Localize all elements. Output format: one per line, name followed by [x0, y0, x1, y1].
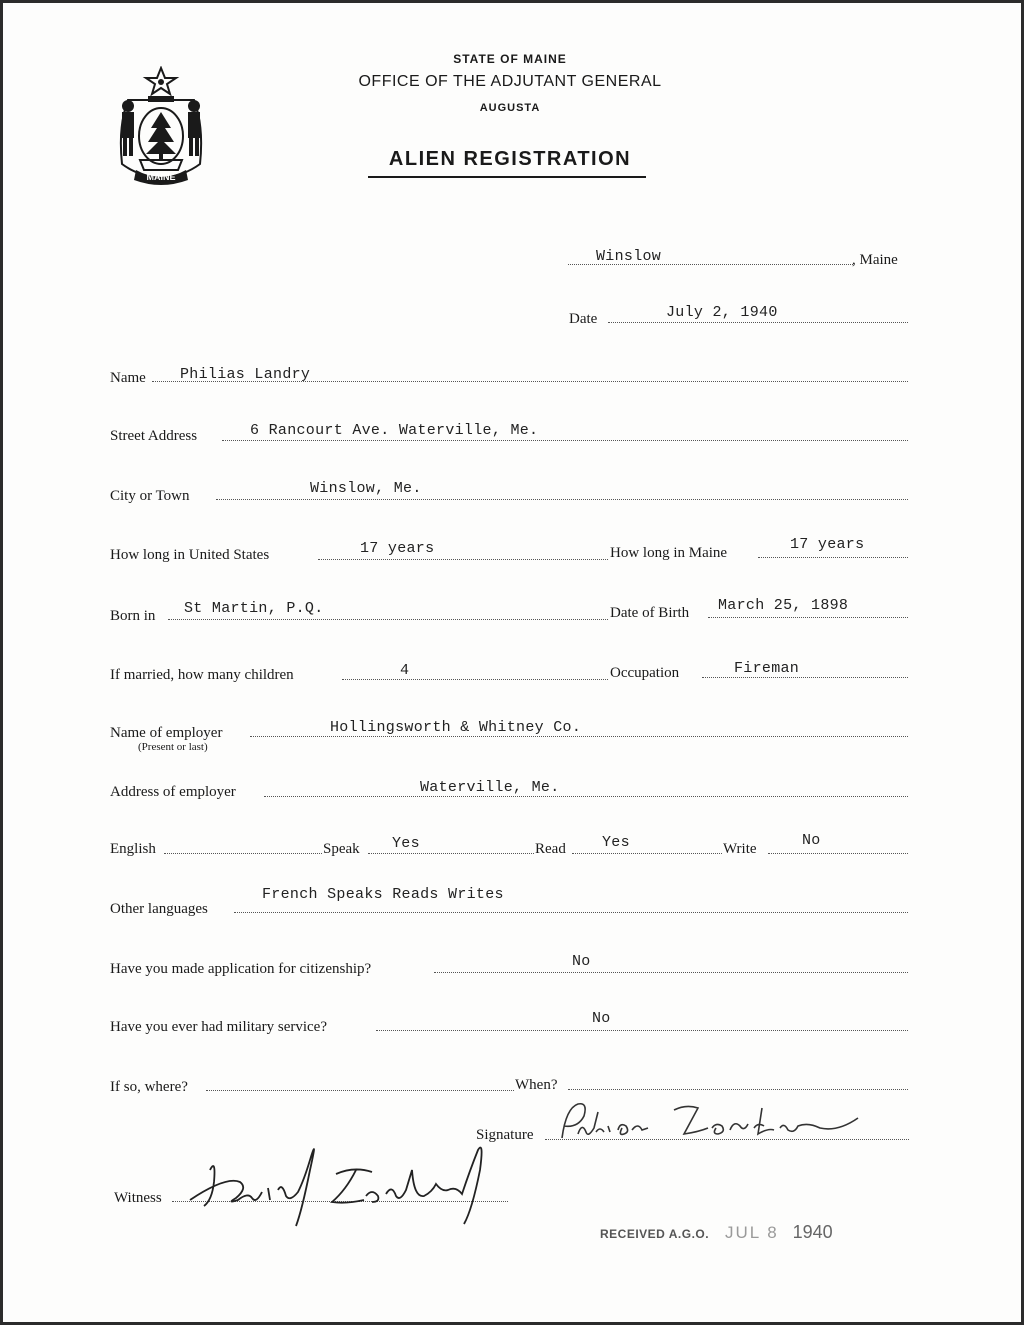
header-office: OFFICE OF THE ADJUTANT GENERAL	[358, 73, 662, 90]
date-dotted-line	[608, 322, 908, 323]
english-dotted-line	[164, 853, 322, 854]
street-value: 6 Rancourt Ave. Waterville, Me.	[250, 422, 539, 439]
children-dotted-line	[342, 679, 608, 680]
maine-duration-label: How long in Maine	[610, 545, 728, 561]
military-value: No	[592, 1010, 611, 1027]
employer-address-value: Waterville, Me.	[420, 779, 560, 796]
witness-label: Witness	[114, 1190, 162, 1206]
signature-label: Signature	[476, 1127, 534, 1143]
other-languages-dotted-line	[234, 912, 908, 913]
speak-label: Speak	[323, 841, 360, 857]
citizenship-dotted-line	[434, 972, 908, 973]
occupation-value: Fireman	[734, 660, 800, 677]
military-label: Have you ever had military service?	[110, 1019, 327, 1035]
dob-label: Date of Birth	[610, 605, 690, 621]
other-languages-value: French Speaks Reads Writes	[262, 886, 504, 903]
born-in-value: St Martin, P.Q.	[184, 600, 324, 617]
city-dotted-line	[216, 499, 908, 500]
city-value: Winslow, Me.	[310, 480, 422, 497]
where-dotted-line	[206, 1090, 514, 1091]
read-dotted-line	[572, 853, 722, 854]
children-value: 4	[400, 662, 410, 679]
date-label: Date	[569, 311, 598, 327]
employer-sublabel: (Present or last)	[138, 741, 208, 753]
born-in-label: Born in	[110, 608, 156, 624]
speak-value: Yes	[392, 835, 420, 852]
header-city: AUGUSTA	[479, 102, 541, 114]
other-languages-label: Other languages	[110, 901, 208, 917]
read-value: Yes	[602, 834, 630, 851]
form-title: ALIEN REGISTRATION	[388, 148, 632, 170]
occupation-label: Occupation	[610, 665, 680, 681]
where-label: If so, where?	[110, 1079, 188, 1095]
header-state: STATE OF MAINE	[453, 52, 567, 66]
employer-address-dotted-line	[264, 796, 908, 797]
name-value: Philias Landry	[180, 366, 311, 383]
stamp-date-text: JUL 8	[724, 1223, 779, 1242]
svg-text:MAINE: MAINE	[146, 172, 176, 182]
born-in-dotted-line	[168, 619, 608, 620]
when-dotted-line	[568, 1089, 908, 1090]
town-value: Winslow	[596, 248, 662, 265]
write-dotted-line	[768, 853, 908, 854]
title-underline	[368, 176, 646, 178]
town-suffix: , Maine	[852, 252, 898, 268]
city-label: City or Town	[110, 488, 190, 504]
name-label: Name	[110, 370, 146, 386]
write-label: Write	[723, 841, 757, 857]
street-label: Street Address	[110, 428, 198, 444]
page-border-top	[0, 0, 1024, 3]
write-value: No	[802, 832, 821, 849]
military-dotted-line	[376, 1030, 908, 1031]
page-border-left	[0, 0, 3, 1325]
received-stamp	[600, 1222, 833, 1243]
employer-dotted-line	[250, 736, 908, 737]
maine-duration-value: 17 years	[790, 536, 865, 553]
employer-label: Name of employer	[110, 725, 223, 741]
when-label: When?	[515, 1077, 558, 1093]
dob-dotted-line	[708, 617, 908, 618]
english-label: English	[110, 841, 156, 857]
us-duration-value: 17 years	[360, 540, 435, 557]
stamp-received-text: RECEIVED A.G.O.	[600, 1227, 710, 1241]
maine-duration-dotted-line	[758, 557, 908, 558]
us-duration-label: How long in United States	[110, 547, 270, 563]
witness-signature	[186, 1130, 506, 1228]
date-value: July 2, 1940	[666, 304, 778, 321]
maine-state-seal-icon	[108, 66, 214, 190]
us-duration-dotted-line	[318, 559, 608, 560]
dob-value: March 25, 1898	[718, 597, 849, 614]
employer-value: Hollingsworth & Whitney Co.	[330, 719, 582, 736]
children-label: If married, how many children	[110, 667, 294, 683]
stamp-year-text: 1940	[792, 1222, 833, 1242]
employer-address-label: Address of employer	[110, 784, 236, 800]
citizenship-label: Have you made application for citizenship?	[110, 961, 372, 977]
street-dotted-line	[222, 440, 908, 441]
read-label: Read	[535, 841, 566, 857]
citizenship-value: No	[572, 953, 591, 970]
speak-dotted-line	[368, 853, 534, 854]
occupation-dotted-line	[702, 677, 908, 678]
applicant-signature	[548, 1098, 868, 1154]
